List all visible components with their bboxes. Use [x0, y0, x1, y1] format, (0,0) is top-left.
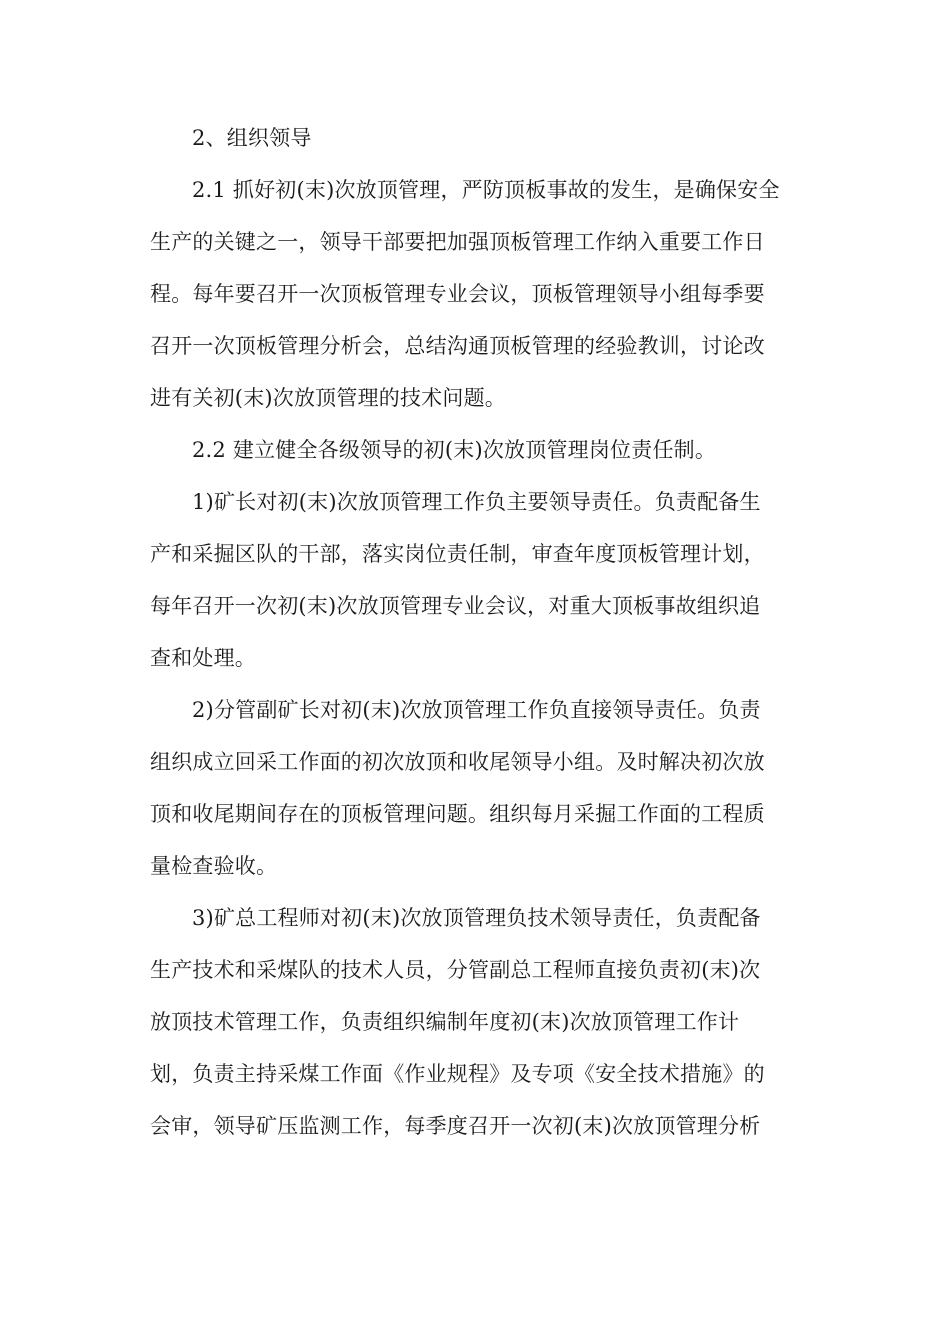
paragraph-line: 查和处理。	[150, 646, 256, 670]
paragraph-line: 会审，领导矿压监测工作，每季度召开一次初(末)次放顶管理分析	[150, 1114, 761, 1138]
paragraph-line: 2.2 建立健全各级领导的初(末)次放顶管理岗位责任制。	[192, 438, 717, 462]
paragraph-line: 程。每年要召开一次顶板管理专业会议，顶板管理领导小组每季要	[150, 282, 765, 306]
paragraph-line: 1)矿长对初(末)次放顶管理工作负主要领导责任。负责配备生	[192, 490, 761, 514]
paragraph-line: 2.1 抓好初(末)次放顶管理，严防顶板事故的发生，是确保安全	[192, 178, 780, 202]
paragraph-2-1	[150, 164, 802, 424]
document-body	[150, 112, 802, 1152]
paragraph-line: 3)矿总工程师对初(末)次放顶管理负技术领导责任，负责配备	[192, 906, 761, 930]
paragraph-line: 产和采掘区队的干部，落实岗位责任制，审查年度顶板管理计划，	[150, 542, 765, 566]
paragraph-item-3	[150, 892, 802, 1152]
paragraph-line: 组织成立回采工作面的初次放顶和收尾领导小组。及时解决初次放	[150, 750, 765, 774]
paragraph-line: 顶和收尾期间存在的顶板管理问题。组织每月采掘工作面的工程质	[150, 802, 765, 826]
paragraph-line: 每年召开一次初(末)次放顶管理专业会议，对重大顶板事故组织追	[150, 594, 761, 618]
paragraph-line: 划，负责主持采煤工作面《作业规程》及专项《安全技术措施》的	[150, 1062, 765, 1086]
paragraph-2-2	[150, 424, 802, 476]
paragraph-item-1	[150, 476, 802, 684]
paragraph-line: 放顶技术管理工作，负责组织编制年度初(末)次放顶管理工作计	[150, 1010, 740, 1034]
paragraph-line: 生产技术和采煤队的技术人员，分管副总工程师直接负责初(末)次	[150, 958, 761, 982]
paragraph-line: 量检查验收。	[150, 854, 278, 878]
paragraph-line: 召开一次顶板管理分析会，总结沟通顶板管理的经验教训，讨论改	[150, 334, 765, 358]
paragraph-line: 2)分管副矿长对初(末)次放顶管理工作负直接领导责任。负责	[192, 698, 761, 722]
section-heading: 2、组织领导	[192, 126, 312, 150]
paragraph-item-2	[150, 684, 802, 892]
paragraph-line: 进有关初(末)次放顶管理的技术问题。	[150, 386, 506, 410]
paragraph-line: 生产的关键之一，领导干部要把加强顶板管理工作纳入重要工作日	[150, 230, 765, 254]
